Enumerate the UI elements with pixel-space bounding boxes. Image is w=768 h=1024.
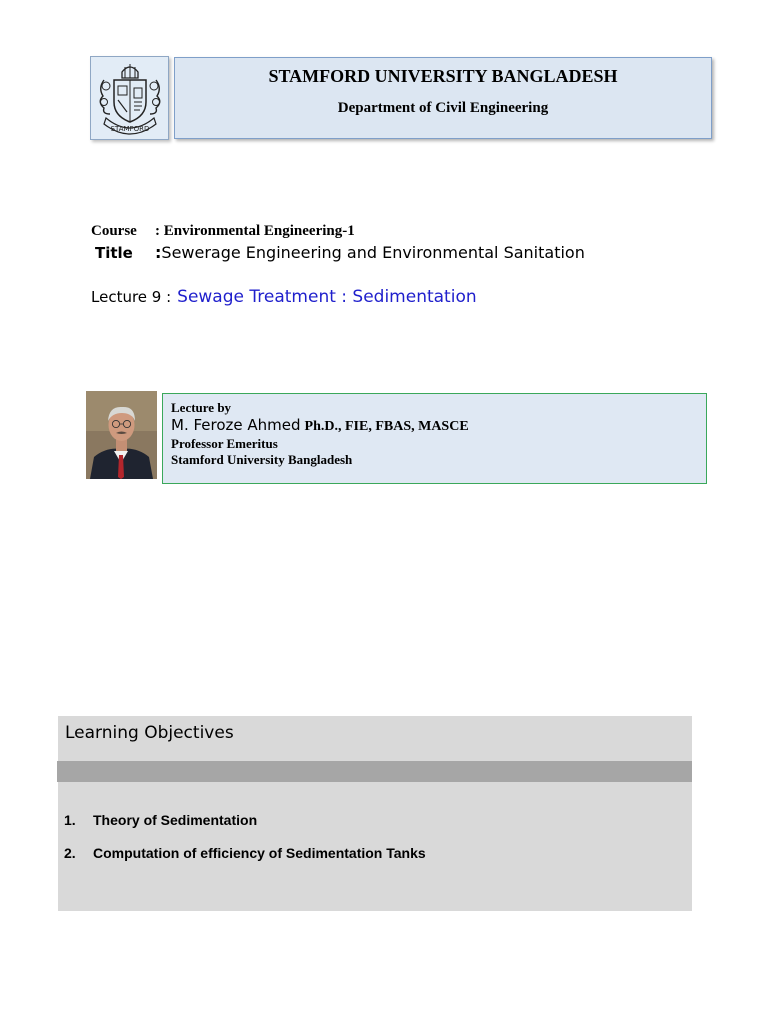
header-box (174, 57, 712, 139)
objective-item (64, 845, 426, 861)
title-row (95, 243, 585, 262)
lecturer-affiliation: Stamford University Bangladesh (171, 452, 353, 467)
lecturer-qualifications: Ph.D., FIE, FBAS, MASCE (304, 419, 469, 434)
lecture-row (91, 287, 477, 307)
lecturer-name-row (171, 416, 706, 436)
learning-objectives-panel (58, 716, 692, 911)
department-name: Department of Civil Engineering (337, 100, 549, 116)
objectives-list (64, 812, 426, 878)
lecturer-box (162, 393, 707, 484)
objectives-divider-bar (57, 761, 692, 782)
objective-text: Theory of Sedimentation (93, 812, 258, 828)
svg-text:STAMFORD: STAMFORD (110, 125, 149, 133)
course-row (91, 223, 355, 240)
lecture-label: Lecture 9 : (91, 288, 172, 306)
university-logo (90, 56, 169, 140)
objective-number: 1. (64, 812, 76, 828)
crest-icon (94, 58, 166, 138)
course-label: Course (91, 223, 137, 239)
portrait-image (86, 391, 157, 479)
objectives-title: Learning Objectives (65, 723, 234, 743)
title-colon: : (155, 243, 162, 262)
university-name: STAMFORD UNIVERSITY BANGLADESH (268, 66, 618, 86)
lecturer-position: Professor Emeritus (171, 436, 278, 451)
lecturer-photo (86, 391, 157, 479)
objective-text: Computation of efficiency of Sedimentation Tanks (93, 845, 426, 861)
objective-item (64, 812, 426, 828)
lecture-by-label: Lecture by (171, 400, 232, 415)
title-label: Title (95, 244, 133, 262)
lecture-topic: Sewage Treatment : Sedimentation (177, 287, 477, 307)
objective-number: 2. (64, 845, 76, 861)
lecturer-name: M. Feroze Ahmed (171, 416, 301, 434)
title-value: Sewerage Engineering and Environmental Sanitation (161, 243, 585, 262)
course-value: : Environmental Engineering-1 (155, 223, 355, 239)
